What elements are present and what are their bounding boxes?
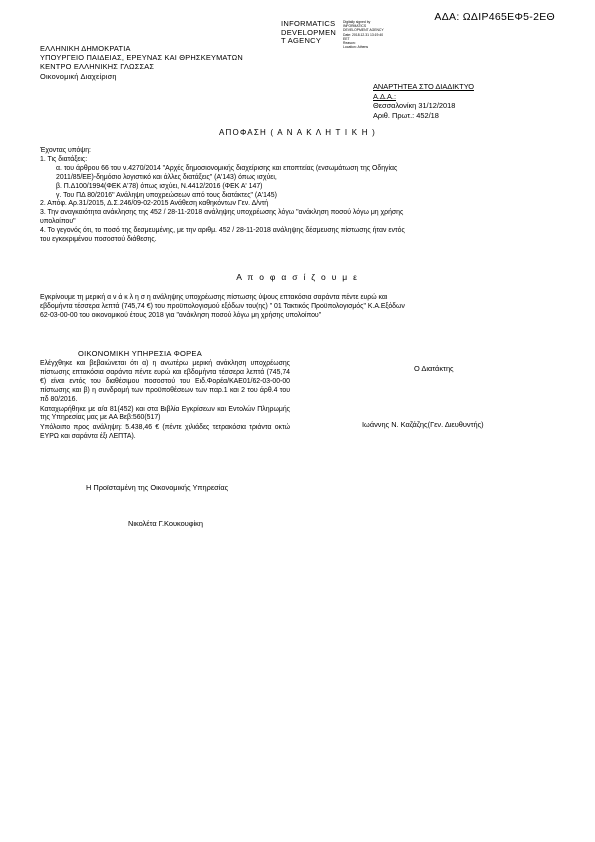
signature-line: Location: Athens (343, 45, 369, 50)
finance-service-body (40, 360, 290, 443)
decision-line: Εγκρίνουμε τη μερική α ν ά κ λ η σ η ανάληψης υποχρέωσης πίστωσης ύψους επτακόσια σαράντα πέντε ευρώ και (40, 294, 388, 301)
head-of-finance-label: Η Προϊσταμένη της Οικονομικής Υπηρεσίας (86, 483, 229, 492)
signature-line: Reason: (343, 41, 356, 46)
logo-line: INFORMATICS (281, 19, 336, 28)
signature-line: Digitally signed by (343, 20, 371, 24)
consideration-item-2: 2. Απόφ. Αρ.31/2015, Δ.Σ.246/09-02-2015 Ανάθεση καθηκόντων Γεν. Δ/ντή (40, 200, 269, 208)
finance-service-title: ΟΙΚΟΝΟΜΙΚΗ ΥΠΗΡΕΣΙΑ ΦΟΡΕΑ (78, 349, 203, 358)
ada-header: ΑΔΑ: ΩΔΙΡ465ΕΦ5-2ΕΘ (434, 11, 555, 23)
signature-line: EET (343, 36, 350, 41)
signature-line: Date: 2018.12.31 13:19:40 (343, 32, 384, 37)
consideration-line: β. Π.Δ100/1994(ΦΕΚ Α'78) όπως ισχύει, Ν.4412/2016 (ΦΕΚ Α' 147) (56, 182, 263, 190)
consideration-line: του εγκεκριμένου ποσοστού διάθεσης. (40, 236, 157, 244)
consideration-item-3: 3. Την αναγκαιότητα ανάκλησης της 452 / 28-11-2018 ανάληψης υποχρέωσης λόγω "ανάκληση ποσού λόγω μη χρήσης (40, 209, 404, 217)
decision-line: 62-03-00-00 του οικονομικού έτους 2018 για "ανάκληση ποσού λόγω μη χρήσης υπολοίπου" (40, 312, 322, 320)
posting-info (373, 82, 474, 120)
decide-heading: Α π ο φ α σ ί ζ ο υ μ ε (236, 272, 359, 282)
finance-balance-paragraph: Υπόλοιπο προς ανάληψη: 5.438,46 € (πέντε χιλιάδες τετρακόσια τριάντα οκτώ ΕΥΡΩ και σαράντα έξι ΛΕΠΤΑ). (40, 424, 290, 441)
finance-check-paragraph: Ελέγχθηκε και βεβαιώνεται ότι α) η ανωτέρω μερική ανάκληση υποχρέωσης πίστωσης επτακόσια σαράντα πέντε ευρώ και εβδομήντα τέσσερα λεπτά (745,74 €) είναι εντός του διαθέσιμου ποσοστού του Ειδ.Φορέα/ΚΑΕ01/62-03-00-00 πίστωσης και β) η συνδρομή των προϋποθέσεων των παρ.1 και 2 του άρθ.4 του πδ 80/2016. (40, 360, 290, 403)
issuer-line: ΕΛΛΗΝΙΚΗ ΔΗΜΟΚΡΑΤΙΑ (40, 44, 131, 53)
finance-record-paragraph: Καταχωρήθηκε με α/α 81(452) και στα Βιβλία Εγκρίσεων και Εντολών Πληρωμής της Υπηρεσίας μας με ΑΑ Βεβ:560(517) (40, 405, 290, 422)
consideration-line: α. του άρθρου 66 του ν.4270/2014 "Αρχές δημοσιονομικής διαχείρισης και εποπτείας (ενσωμάτωση της Οδηγίας (56, 164, 398, 172)
decision-line: εβδομήντα τέσσερα λεπτά (745,74 €) του προϋπολογισμού εξόδων του(ης) " 01 Τακτικός Προϋπολογισμός" Κ.Α.Εξόδων (40, 303, 405, 311)
logo-line: T AGENCY (281, 36, 322, 45)
consideration-line: υπολοίπου" (40, 218, 76, 226)
digital-signature-stamp (343, 20, 384, 49)
issuer-line: ΥΠΟΥΡΓΕΙΟ ΠΑΙΔΕΙΑΣ, ΕΡΕΥΝΑΣ ΚΑΙ ΘΡΗΣΚΕΥΜΑΤΩΝ (40, 53, 243, 63)
consideration-item-1: 1. Τις διατάξεις: (40, 155, 88, 163)
document-date: Θεσσαλονίκη 31/12/2018 (373, 101, 456, 111)
considerations-intro: Έχοντας υπόψη: (40, 147, 91, 154)
ada-label: Α.Δ.Α.: (373, 91, 397, 101)
issuer-header (40, 44, 243, 81)
director-label: Ο Διατάκτης (414, 364, 454, 373)
signature-line: INFORMATICS (343, 24, 367, 29)
post-online-label: ΑΝΑΡΤΗΤΕΑ ΣΤΟ ΔΙΑΔΙΚΤΥΟ (373, 82, 474, 91)
logo-line: DEVELOPMEN (281, 27, 337, 37)
head-of-finance-name: Νικολέτα Γ.Κουκουφίκη (128, 519, 203, 528)
decision-title: ΑΠΟΦΑΣΗ ( Α Ν Α Κ Λ Η Τ Ι Κ Η ) (219, 128, 376, 137)
consideration-line: γ. Του ΠΔ 80/2016" Ανάληψη υποχρεώσεων από τους διατάκτες" (Α'145) (56, 191, 277, 199)
issuer-line: Οικονομική Διαχείριση (40, 71, 117, 81)
informatics-logo (281, 20, 336, 46)
consideration-item-4: 4. Το γεγονός ότι, το ποσό της δεσμευμένης, με την αριθμ. 452 / 28-11-2018 ανάληψης δέσμευσης πίστωσης ήταν εντός (40, 227, 405, 235)
signature-line: DEVELOPMENT AGENCY (343, 28, 384, 33)
issuer-line: ΚΕΝΤΡΟ ΕΛΛΗΝΙΚΗΣ ΓΛΩΣΣΑΣ (40, 62, 155, 72)
protocol-number: Αριθ. Πρωτ.: 452/18 (373, 110, 439, 120)
considerations (40, 147, 545, 245)
consideration-line: 2011/85/ΕΕ)-δημόσιο λογιστικό και άλλες διατάξεις" (Α'143) όπως ισχύει, (56, 173, 277, 181)
director-name: Ιωάννης Ν. Καζάζης(Γεν. Διευθυντής) (362, 420, 484, 429)
decision-text (40, 293, 545, 321)
